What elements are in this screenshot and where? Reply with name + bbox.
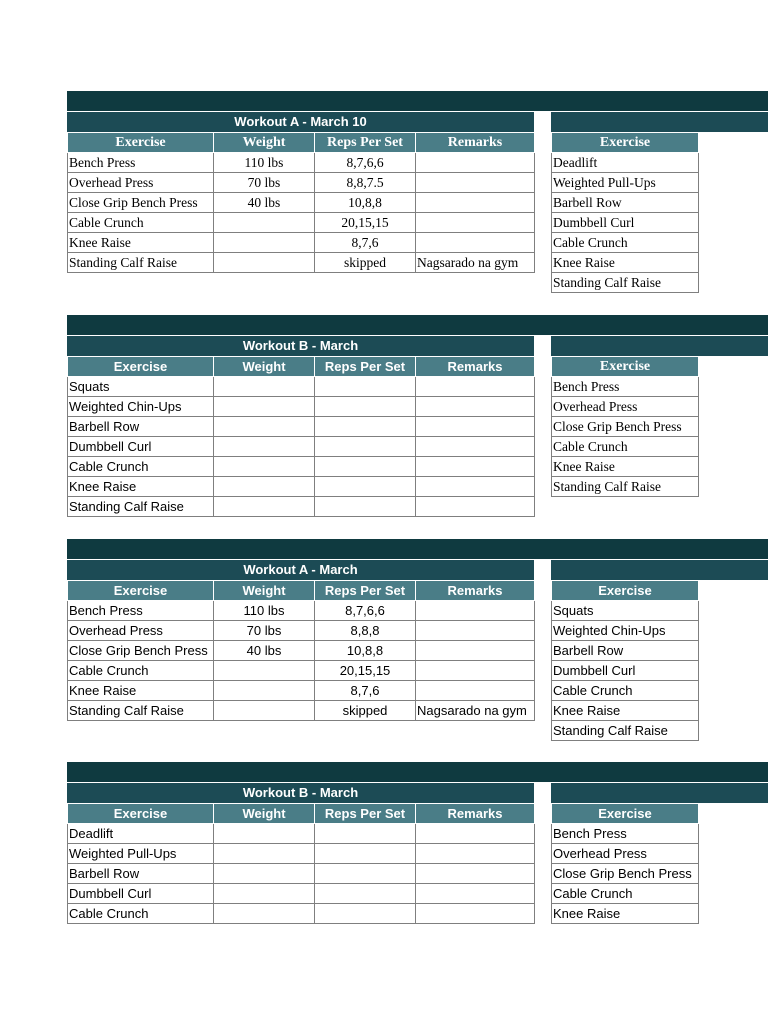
cell-reps[interactable] bbox=[315, 397, 416, 417]
table-row bbox=[68, 844, 535, 864]
cell-remarks[interactable] bbox=[416, 904, 535, 924]
cell-exercise[interactable]: Cable Crunch bbox=[68, 457, 214, 477]
table-row bbox=[68, 497, 535, 517]
cell-remarks[interactable] bbox=[416, 397, 535, 417]
cell-weight[interactable] bbox=[214, 377, 315, 397]
table-row bbox=[68, 193, 535, 213]
cell-exercise[interactable]: Knee Raise bbox=[68, 477, 214, 497]
list-item[interactable]: Bench Press bbox=[552, 377, 699, 397]
section-4-title: Workout B - March bbox=[67, 783, 534, 803]
cell-reps[interactable] bbox=[315, 457, 416, 477]
cell-reps[interactable]: 8,7,6 bbox=[315, 233, 416, 253]
table-row bbox=[68, 601, 535, 621]
cell-reps[interactable] bbox=[315, 864, 416, 884]
table-row bbox=[68, 213, 535, 233]
cell-remarks[interactable] bbox=[416, 153, 535, 173]
side-header-exercise: Exercise bbox=[552, 804, 699, 824]
cell-reps[interactable] bbox=[315, 497, 416, 517]
table-row bbox=[68, 173, 535, 193]
cell-exercise[interactable]: Knee Raise bbox=[68, 681, 214, 701]
cell-exercise[interactable]: Dumbbell Curl bbox=[68, 884, 214, 904]
list-item[interactable]: Knee Raise bbox=[552, 904, 699, 924]
cell-exercise[interactable]: Overhead Press bbox=[68, 621, 214, 641]
cell-exercise[interactable]: Dumbbell Curl bbox=[68, 437, 214, 457]
cell-exercise[interactable]: Squats bbox=[68, 377, 214, 397]
cell-reps[interactable] bbox=[315, 417, 416, 437]
table-row bbox=[68, 661, 535, 681]
cell-remarks[interactable] bbox=[416, 437, 535, 457]
cell-weight[interactable]: 70 lbs bbox=[214, 621, 315, 641]
list-item[interactable]: Deadlift bbox=[552, 153, 699, 173]
table-row bbox=[68, 621, 535, 641]
cell-weight[interactable]: 110 lbs bbox=[214, 601, 315, 621]
section-2-top-bar bbox=[67, 315, 768, 335]
list-item[interactable]: Dumbbell Curl bbox=[552, 661, 699, 681]
list-item[interactable]: Cable Crunch bbox=[552, 884, 699, 904]
side-header-exercise: Exercise bbox=[552, 581, 699, 601]
header-exercise: Exercise bbox=[68, 804, 214, 824]
cell-remarks[interactable] bbox=[416, 477, 535, 497]
list-item[interactable]: Cable Crunch bbox=[552, 681, 699, 701]
section-2-main-table bbox=[67, 356, 535, 517]
cell-weight[interactable] bbox=[214, 233, 315, 253]
cell-weight[interactable] bbox=[214, 701, 315, 721]
cell-weight[interactable] bbox=[214, 253, 315, 273]
cell-weight[interactable]: 70 lbs bbox=[214, 173, 315, 193]
section-4-main-table bbox=[67, 803, 535, 924]
header-weight: Weight bbox=[214, 804, 315, 824]
header-remarks: Remarks bbox=[416, 581, 535, 601]
list-item[interactable]: Weighted Chin-Ups bbox=[552, 621, 699, 641]
header-exercise: Exercise bbox=[68, 357, 214, 377]
header-reps: Reps Per Set bbox=[315, 357, 416, 377]
cell-reps[interactable]: 20,15,15 bbox=[315, 661, 416, 681]
section-3-right-band bbox=[551, 560, 768, 580]
cell-reps[interactable] bbox=[315, 824, 416, 844]
cell-weight[interactable] bbox=[214, 824, 315, 844]
cell-exercise[interactable]: Bench Press bbox=[68, 601, 214, 621]
cell-remarks[interactable] bbox=[416, 193, 535, 213]
list-item[interactable]: Barbell Row bbox=[552, 641, 699, 661]
list-item[interactable]: Standing Calf Raise bbox=[552, 721, 699, 741]
section-1-main-table bbox=[67, 132, 535, 273]
list-item[interactable]: Standing Calf Raise bbox=[552, 477, 699, 497]
cell-remarks[interactable] bbox=[416, 681, 535, 701]
cell-exercise[interactable]: Weighted Pull-Ups bbox=[68, 844, 214, 864]
list-item[interactable]: Dumbbell Curl bbox=[552, 213, 699, 233]
table-row bbox=[68, 233, 535, 253]
section-4-side-table bbox=[551, 803, 699, 924]
header-weight: Weight bbox=[214, 357, 315, 377]
cell-reps[interactable] bbox=[315, 377, 416, 397]
section-2-side-table bbox=[551, 356, 699, 497]
cell-exercise[interactable]: Bench Press bbox=[68, 153, 214, 173]
section-1-top-bar bbox=[67, 91, 768, 111]
cell-remarks[interactable] bbox=[416, 884, 535, 904]
section-1-title: Workout A - March 10 bbox=[67, 112, 534, 132]
cell-reps[interactable] bbox=[315, 477, 416, 497]
section-3-side-table bbox=[551, 580, 699, 741]
cell-reps[interactable]: 10,8,8 bbox=[315, 193, 416, 213]
cell-weight[interactable]: 110 lbs bbox=[214, 153, 315, 173]
list-item[interactable]: Close Grip Bench Press bbox=[552, 417, 699, 437]
cell-exercise[interactable]: Standing Calf Raise bbox=[68, 701, 214, 721]
cell-exercise[interactable]: Weighted Chin-Ups bbox=[68, 397, 214, 417]
cell-remarks[interactable] bbox=[416, 233, 535, 253]
cell-exercise[interactable]: Barbell Row bbox=[68, 417, 214, 437]
table-row bbox=[68, 377, 535, 397]
cell-weight[interactable] bbox=[214, 477, 315, 497]
cell-reps[interactable]: 8,7,6 bbox=[315, 681, 416, 701]
header-reps: Reps Per Set bbox=[315, 133, 416, 153]
cell-remarks[interactable] bbox=[416, 173, 535, 193]
cell-exercise[interactable]: Cable Crunch bbox=[68, 661, 214, 681]
cell-weight[interactable] bbox=[214, 497, 315, 517]
cell-reps[interactable]: 10,8,8 bbox=[315, 641, 416, 661]
table-row bbox=[68, 681, 535, 701]
cell-exercise[interactable]: Cable Crunch bbox=[68, 904, 214, 924]
list-item[interactable]: Knee Raise bbox=[552, 457, 699, 477]
table-row bbox=[68, 397, 535, 417]
cell-weight[interactable]: 40 lbs bbox=[214, 193, 315, 213]
cell-weight[interactable] bbox=[214, 397, 315, 417]
cell-remarks[interactable] bbox=[416, 621, 535, 641]
cell-exercise[interactable]: Deadlift bbox=[68, 824, 214, 844]
table-row bbox=[68, 824, 535, 844]
cell-exercise[interactable]: Standing Calf Raise bbox=[68, 497, 214, 517]
cell-exercise[interactable]: Overhead Press bbox=[68, 173, 214, 193]
cell-exercise[interactable]: Close Grip Bench Press bbox=[68, 641, 214, 661]
cell-remarks[interactable] bbox=[416, 377, 535, 397]
cell-remarks[interactable] bbox=[416, 844, 535, 864]
cell-weight[interactable] bbox=[214, 661, 315, 681]
cell-remarks[interactable] bbox=[416, 497, 535, 517]
list-item[interactable]: Knee Raise bbox=[552, 701, 699, 721]
section-4-top-bar bbox=[67, 762, 768, 782]
cell-exercise[interactable]: Knee Raise bbox=[68, 233, 214, 253]
cell-weight[interactable] bbox=[214, 884, 315, 904]
cell-reps[interactable]: skipped bbox=[315, 701, 416, 721]
table-row bbox=[68, 153, 535, 173]
table-header-row bbox=[68, 804, 535, 824]
table-row bbox=[68, 477, 535, 497]
cell-exercise[interactable]: Cable Crunch bbox=[68, 213, 214, 233]
table-row bbox=[68, 701, 535, 721]
cell-exercise[interactable]: Barbell Row bbox=[68, 864, 214, 884]
cell-weight[interactable] bbox=[214, 844, 315, 864]
list-item[interactable]: Close Grip Bench Press bbox=[552, 864, 699, 884]
list-item[interactable]: Knee Raise bbox=[552, 253, 699, 273]
table-row bbox=[68, 641, 535, 661]
list-item[interactable]: Cable Crunch bbox=[552, 233, 699, 253]
cell-remarks[interactable] bbox=[416, 661, 535, 681]
cell-reps[interactable]: 8,8,7.5 bbox=[315, 173, 416, 193]
table-header-row bbox=[68, 357, 535, 377]
header-weight: Weight bbox=[214, 581, 315, 601]
section-4-right-band bbox=[551, 783, 768, 803]
header-weight: Weight bbox=[214, 133, 315, 153]
cell-weight[interactable] bbox=[214, 457, 315, 477]
cell-reps[interactable] bbox=[315, 844, 416, 864]
table-row bbox=[68, 457, 535, 477]
cell-exercise[interactable]: Close Grip Bench Press bbox=[68, 193, 214, 213]
section-2-right-band bbox=[551, 336, 768, 356]
list-item[interactable]: Squats bbox=[552, 601, 699, 621]
cell-weight[interactable] bbox=[214, 681, 315, 701]
cell-remarks[interactable]: Nagsarado na gym bbox=[416, 701, 535, 721]
cell-weight[interactable] bbox=[214, 417, 315, 437]
table-header-row bbox=[68, 133, 535, 153]
list-item[interactable]: Bench Press bbox=[552, 824, 699, 844]
side-header-exercise: Exercise bbox=[552, 133, 699, 153]
list-item[interactable]: Cable Crunch bbox=[552, 437, 699, 457]
cell-remarks[interactable] bbox=[416, 824, 535, 844]
section-2-title: Workout B - March bbox=[67, 336, 534, 356]
header-remarks: Remarks bbox=[416, 133, 535, 153]
cell-remarks[interactable]: Nagsarado na gym bbox=[416, 253, 535, 273]
section-3-title: Workout A - March bbox=[67, 560, 534, 580]
cell-weight[interactable] bbox=[214, 437, 315, 457]
header-remarks: Remarks bbox=[416, 804, 535, 824]
cell-reps[interactable] bbox=[315, 904, 416, 924]
list-item[interactable]: Standing Calf Raise bbox=[552, 273, 699, 293]
list-item[interactable]: Overhead Press bbox=[552, 397, 699, 417]
cell-remarks[interactable] bbox=[416, 417, 535, 437]
cell-weight[interactable]: 40 lbs bbox=[214, 641, 315, 661]
header-reps: Reps Per Set bbox=[315, 804, 416, 824]
cell-reps[interactable] bbox=[315, 437, 416, 457]
cell-reps[interactable]: skipped bbox=[315, 253, 416, 273]
table-row bbox=[68, 864, 535, 884]
side-header-exercise: Exercise bbox=[552, 357, 699, 377]
section-3-main-table bbox=[67, 580, 535, 721]
cell-remarks[interactable] bbox=[416, 641, 535, 661]
section-1-right-band bbox=[551, 112, 768, 132]
table-row bbox=[68, 904, 535, 924]
list-item[interactable]: Overhead Press bbox=[552, 844, 699, 864]
header-reps: Reps Per Set bbox=[315, 581, 416, 601]
cell-reps[interactable] bbox=[315, 884, 416, 904]
cell-remarks[interactable] bbox=[416, 457, 535, 477]
section-3-top-bar bbox=[67, 539, 768, 559]
cell-reps[interactable]: 8,7,6,6 bbox=[315, 153, 416, 173]
header-exercise: Exercise bbox=[68, 581, 214, 601]
table-row bbox=[68, 417, 535, 437]
cell-remarks[interactable] bbox=[416, 601, 535, 621]
cell-reps[interactable]: 8,8,8 bbox=[315, 621, 416, 641]
list-item[interactable]: Barbell Row bbox=[552, 193, 699, 213]
cell-weight[interactable] bbox=[214, 904, 315, 924]
cell-exercise[interactable]: Standing Calf Raise bbox=[68, 253, 214, 273]
table-row bbox=[68, 253, 535, 273]
cell-reps[interactable]: 8,7,6,6 bbox=[315, 601, 416, 621]
header-exercise: Exercise bbox=[68, 133, 214, 153]
cell-remarks[interactable] bbox=[416, 213, 535, 233]
table-header-row bbox=[68, 581, 535, 601]
cell-reps[interactable]: 20,15,15 bbox=[315, 213, 416, 233]
header-remarks: Remarks bbox=[416, 357, 535, 377]
table-row bbox=[68, 884, 535, 904]
section-1-side-table bbox=[551, 132, 699, 293]
table-row bbox=[68, 437, 535, 457]
cell-remarks[interactable] bbox=[416, 864, 535, 884]
cell-weight[interactable] bbox=[214, 213, 315, 233]
cell-weight[interactable] bbox=[214, 864, 315, 884]
list-item[interactable]: Weighted Pull-Ups bbox=[552, 173, 699, 193]
